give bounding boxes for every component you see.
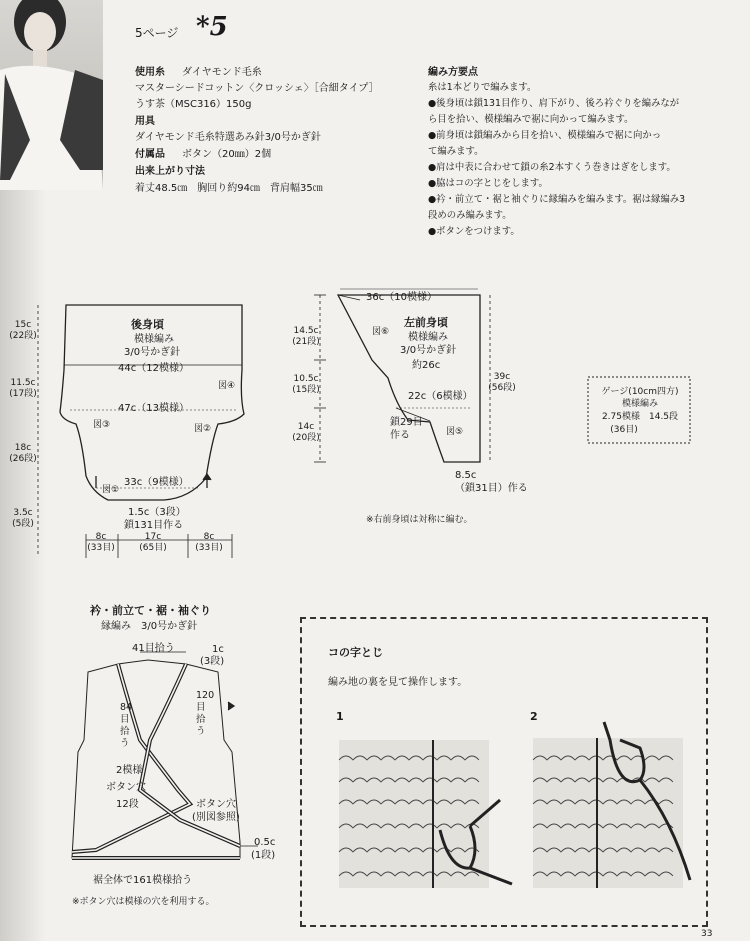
seam-step-1: 1 [336, 710, 344, 723]
back-body-hook: 3/0号かぎ針 [124, 347, 181, 358]
gauge-stitch: 模様編み [621, 399, 658, 409]
front-bottom-width: 8.5c [455, 470, 477, 481]
instruction-line: ●前身頃は鎖編みから目を拾い、模様編みで裾に向かっ [428, 130, 662, 141]
front-chain-make: 作る [390, 430, 410, 441]
yarn-label: 使用糸 [135, 67, 165, 78]
yarn-color: うす茶（MSC316）150g [135, 99, 252, 110]
border-buttonhole-note: ※ボタン穴は模様の穴を利用する。 [72, 897, 215, 907]
yarn-brand: ダイヤモンド毛糸 [182, 67, 262, 78]
border-depth-1r: (1段) [251, 850, 276, 861]
gauge-title: ゲージ(10cm四方) [601, 387, 679, 397]
front-width-26: 約26c [412, 360, 441, 371]
instruction-line: ら目を拾い、模様編みで裾に向かって編みます。 [428, 114, 634, 125]
border-title: 衿・前立て・裾・袖ぐり [90, 604, 211, 617]
accessory-label: 付属品 [135, 149, 165, 160]
back-left-dim: 15c (22段) [9, 320, 37, 341]
seam-title: コの字とじ [328, 646, 383, 659]
border-sub: 縁編み 3/0号かぎ針 [101, 621, 198, 632]
tools-label: 用具 [135, 116, 155, 127]
yarn-name: マスターシードコットン〈クロッシェ〉［合細タイプ］ [135, 83, 379, 94]
border-buttonhole-ref: (別図参照) [192, 812, 240, 823]
back-left-dim: 3.5c (5段) [12, 508, 34, 529]
instruction-line: ●後身頃は鎖131目作り、肩下がり、後ろ衿ぐりを編みなが [428, 98, 680, 109]
pattern-number: *5 [196, 12, 228, 42]
front-body-title: 左前身頃 [404, 316, 448, 329]
front-fig-5: 図⑤ [446, 427, 464, 437]
instruction-line: ●肩は中表に合わせて鎖の糸2本すくう巻きはぎをします。 [428, 162, 676, 173]
front-fig-6: 図⑥ [372, 327, 390, 337]
instructions-title: 編み方要点 [428, 67, 478, 78]
back-left-dim: 11.5c (17段) [9, 378, 37, 399]
page-ref: 5ページ [135, 26, 179, 40]
back-bottom-dim: 8c (33目) [195, 532, 223, 553]
size-label: 出来上がり寸法 [135, 166, 205, 177]
border-pick-120: 120目拾う [196, 690, 215, 737]
front-bottom-chain: （鎖31目）作る [455, 483, 528, 494]
instruction-line: ●衿・前立て・裾と袖ぐりに縁編みを編みます。裾は縁編み3 [428, 194, 686, 205]
accessory-value: ボタン（20㎜）2個 [182, 149, 272, 160]
border-12-rows: 12段 [116, 799, 139, 810]
seam-step-2: 2 [530, 710, 538, 723]
border-buttonhole-right: ボタン穴 [196, 799, 236, 810]
back-width-44: 44c（12模様） [118, 363, 189, 374]
front-body-hook: 3/0号かぎ針 [400, 345, 457, 356]
instruction-line: 糸は1本どりで編みます。 [428, 82, 537, 93]
border-pick-84: 84目拾う [120, 702, 133, 749]
front-left-dim: 10.5c (15段) [292, 374, 320, 395]
back-body-title: 後身頃 [131, 318, 164, 331]
back-bottom-dim: 8c (33目) [87, 532, 115, 553]
front-left-dim: 14c (20段) [292, 422, 320, 443]
front-width-22: 22c（6模様） [408, 391, 473, 402]
back-bottom-dim: 17c (65目) [139, 532, 167, 553]
border-depth-1c: 1c [212, 644, 224, 655]
front-symmetry-note: ※右前身頃は対称に編む。 [366, 515, 473, 525]
border-hem-note: 裾全体で161模様拾う [93, 875, 193, 886]
front-left-dim: 14.5c (21段) [292, 326, 320, 347]
instruction-line: て編みます。 [428, 146, 484, 157]
back-fig-4: 図④ [218, 381, 236, 391]
border-pick-41: 41目拾う [132, 643, 175, 654]
back-left-dim: 18c (26段) [9, 443, 37, 464]
size-value: 着丈48.5㎝ 胸回り約94㎝ 背肩幅35㎝ [135, 183, 323, 194]
gauge-rows: (36目) [610, 425, 638, 435]
page-number: 33 [701, 929, 713, 939]
back-fig-1: 図① [102, 485, 120, 495]
back-width-47: 47c（13模様） [118, 403, 189, 414]
instruction-line: ●脇はコの字とじをします。 [428, 178, 548, 189]
border-depth-3r: (3段) [200, 656, 225, 667]
border-depth-05: 0.5c [254, 837, 276, 848]
back-fig-3: 図③ [93, 420, 111, 430]
gauge-line: 2.75模様 14.5段 [601, 412, 679, 422]
back-chain-note: 鎖131目作る [124, 520, 184, 531]
back-body-stitch: 模様編み [134, 334, 174, 345]
back-width-33: 33c（9模様） [124, 477, 189, 488]
tools-value: ダイヤモンド毛糸特選あみ針3/0号かぎ針 [135, 132, 321, 143]
front-chain-29: 鎖29目 [390, 417, 423, 428]
seam-description: 編み地の裏を見て操作します。 [328, 677, 468, 688]
front-top-width: 36c（10模様） [366, 292, 437, 303]
instruction-line: 段めのみ編みます。 [428, 210, 512, 221]
border-buttonhole-left: ボタン穴 [106, 782, 146, 793]
front-right-dim: 39c (56段) [488, 372, 516, 393]
front-body-stitch: 模様編み [408, 332, 448, 343]
back-depth-15: 1.5c（3段） [128, 507, 186, 518]
seam-method-box [300, 617, 708, 927]
border-2-patterns: 2模様 [116, 765, 143, 776]
back-fig-2: 図② [194, 424, 212, 434]
instruction-line: ●ボタンをつけます。 [428, 226, 520, 237]
